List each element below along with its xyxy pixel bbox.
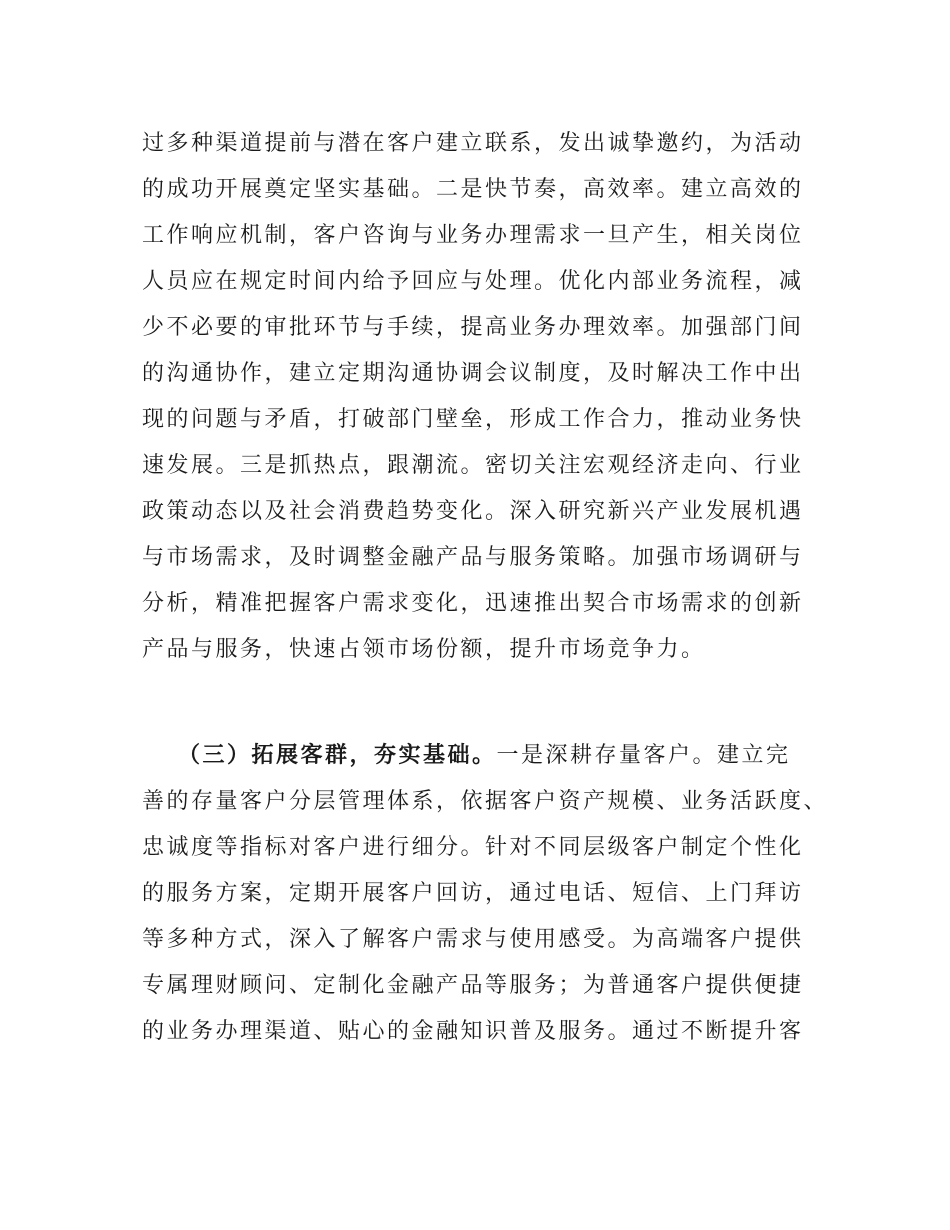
paragraph-line: 专属理财顾问、定制化金融产品等服务；为普通客户提供便捷 [142,973,804,998]
paragraph-line: 善的存量客户分层管理体系，依据客户资产规模、业务活跃度、 [142,789,829,814]
paragraph-line: 忠诚度等指标对客户进行细分。针对不同层级客户制定个性化 [142,835,804,860]
paragraph-line: 工作响应机制，客户咨询与业务办理需求一旦产生，相关岗位 [142,223,804,248]
paragraph-line: 的成功开展奠定坚实基础。二是快节奏，高效率。建立高效的 [142,177,804,202]
paragraph-line: 现的问题与矛盾，打破部门壁垒，形成工作合力，推动业务快 [142,407,804,432]
paragraph-line: 的业务办理渠道、贴心的金融知识普及服务。通过不断提升客 [142,1019,804,1044]
paragraph-line: 速发展。三是抓热点，跟潮流。密切关注宏观经济走向、行业 [142,453,804,478]
paragraph-line: 人员应在规定时间内给予回应与处理。优化内部业务流程，减 [142,269,804,294]
paragraph-2 [142,733,829,1055]
paragraph-line: 过多种渠道提前与潜在客户建立联系，发出诚挚邀约，为活动 [142,131,804,156]
paragraph-first-line [142,733,814,779]
section-heading: （三）拓展客群，夯实基础。 [178,743,497,768]
paragraph-line: 的服务方案，定期开展客户回访，通过电话、短信、上门拜访 [142,881,804,906]
paragraph-line: 分析，精准把握客户需求变化，迅速推出契合市场需求的创新 [142,591,804,616]
paragraph-line: 的沟通协作，建立定期沟通协调会议制度，及时解决工作中出 [142,361,804,386]
paragraph-line-rest: 一是深耕存量客户。建立完 [496,743,791,768]
paragraph-1 [142,121,814,673]
paragraph-line: 与市场需求，及时调整金融产品与服务策略。加强市场调研与 [142,545,804,570]
paragraph-line: 政策动态以及社会消费趋势变化。深入研究新兴产业发展机遇 [142,499,804,524]
paragraph-line: 产品与服务，快速占领市场份额，提升市场竞争力。 [142,637,706,662]
paragraph-line: 等多种方式，深入了解客户需求与使用感受。为高端客户提供 [142,927,804,952]
paragraph-line: 少不必要的审批环节与手续，提高业务办理效率。加强部门间 [142,315,804,340]
